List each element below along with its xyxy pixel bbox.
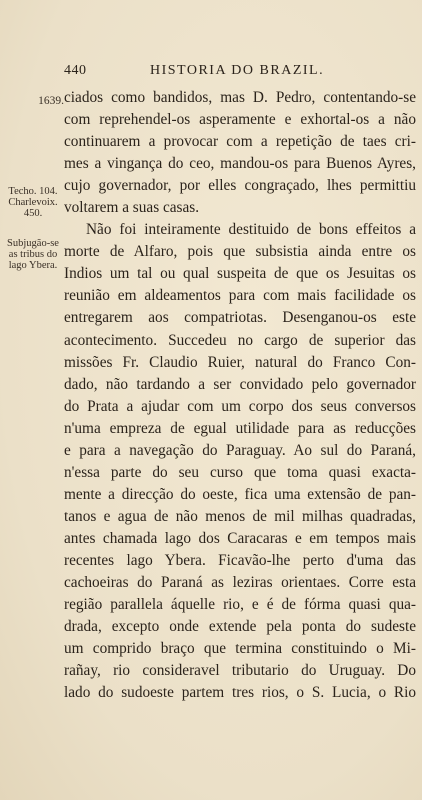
text-line: antes chamada lago dos Caracaras e em tempos mais: [64, 529, 416, 547]
text-line: voltarem a suas casas.: [64, 199, 200, 217]
text-line: Indios um tal ou qual suspeita de que os Jesuitas os: [64, 265, 416, 283]
text-line: mes a vingança do ceo, mandou-os para Buenos Ayres,: [64, 155, 416, 173]
text-line: com reprehendel-os asperamente e exhortal-os a não: [64, 111, 416, 129]
margin-note-line: lago Ybera.: [8, 260, 58, 271]
margin-note-line: Charlevoix.: [8, 197, 58, 208]
margin-note-line: Subjugão-se: [7, 238, 59, 249]
text-line: acontecimento. Succedeu no cargo de superior das: [64, 331, 416, 349]
margin-note-line: Techo. 104.: [8, 186, 58, 197]
text-line: região parallela áquelle rio, e é de fórma quasi qua-: [64, 596, 416, 614]
margin-note-subject: [4, 238, 62, 271]
text-line: recentes lago Ybera. Ficavão-lhe perto d'uma das: [64, 551, 416, 569]
text-line: continuarem a provocar com a repetição de taes cri-: [64, 133, 416, 151]
text-line: um comprido braço que termina constituindo o Mi-: [64, 640, 416, 658]
text-line: reunião em aldeamentos para com mais facilidade os: [64, 287, 416, 305]
margin-note-line: 450.: [23, 208, 43, 219]
text-line: do Prata a ajudar com um corpo dos seus conversos: [64, 397, 416, 415]
text-line: Não foi inteiramente destituido de bons effeitos a: [86, 221, 416, 239]
text-line: cujo governador, por elles congraçado, lhes permittiu: [64, 177, 416, 195]
text-line: cachoeiras do Paraná as leziras orientaes. Corre esta: [64, 574, 416, 592]
body-text: [64, 87, 416, 704]
margin-note-reference: [4, 186, 62, 219]
text-line: dado, não tardando a ser convidado pelo governador: [64, 375, 416, 393]
text-line: mente a direcção do oeste, fica uma extensão de pan-: [64, 485, 416, 503]
running-title: HISTORIA DO BRAZIL.: [150, 63, 325, 78]
margin-note-line: as tribus do: [8, 249, 58, 260]
text-line: entregarem aos compatriotas. Desenganou-os este: [64, 309, 416, 327]
page-header: [64, 63, 404, 83]
text-line: morte de Alfaro, pois que subsistia ainda entre os: [64, 243, 416, 261]
text-line: lado do sudoeste partem tres rios, o S. Lucia, o Rio: [64, 684, 416, 702]
page-number: 440: [64, 63, 87, 78]
text-line: missões Fr. Claudio Ruier, natural do Franco Con-: [64, 353, 416, 371]
text-line: n'uma empreza de egual utilidade para as reducções: [64, 419, 416, 437]
margin-year: 1639.: [38, 95, 64, 107]
text-line: drada, excepto onde extende pela ponta do sudeste: [64, 618, 416, 636]
text-line: rañay, rio consideravel tributario do Uruguay. Do: [64, 662, 416, 680]
text-line: n'essa parte do seu curso que toma quasi exacta-: [64, 463, 416, 481]
text-line: ciados como bandidos, mas D. Pedro, contentando-se: [64, 89, 416, 106]
text-line: tanos e agua de não menos de mil milhas quadradas,: [64, 507, 416, 525]
text-line: e para a navegação do Paraguay. Ao sul do Paraná,: [64, 441, 416, 459]
